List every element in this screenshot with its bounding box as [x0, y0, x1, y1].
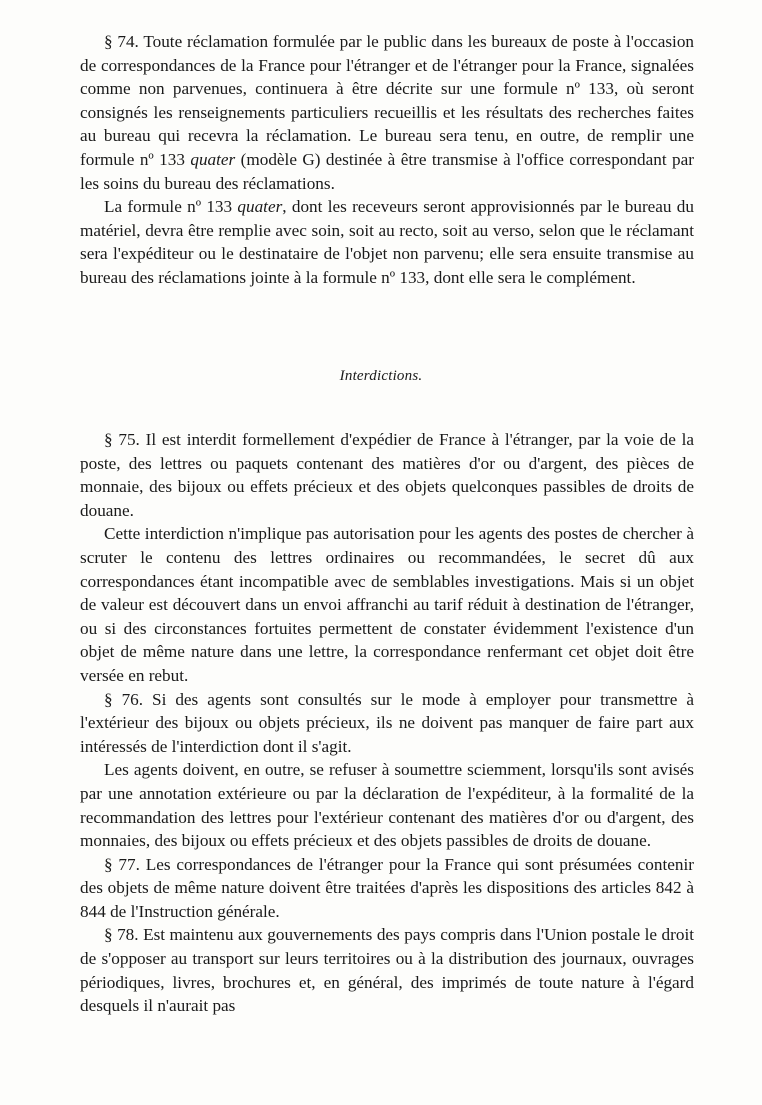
- paragraph-75-interdiction: Cette interdiction n'implique pas autorisation pour les agents des postes de chercher à scruter le contenu des lettres ordinaires ou recommandées, le secret dû aux correspondances étant incompatible avec de semblables investigations. Mais si un objet de valeur est découvert dans un envoi affranchi au tarif réduit à destination de l'étranger, ou si des circonstances fortuites permettent de constater évidemment l'existence d'un objet de même nature dans une lettre, la correspondance renfermant cet objet doit être versée en rebut.: [80, 524, 694, 685]
- section-number-78: § 78.: [104, 925, 139, 945]
- paragraph-77-text: Les correspondances de l'étranger pour la France qui sont présumées contenir des objets de même nature doivent être traitées d'après les dispositions des articles 842 à 844 de l'Instruction générale.: [80, 854, 694, 921]
- paragraph-75-text: Il est interdit formellement d'expédier de France à l'étranger, par la voie de la poste, des lettres ou paquets contenant des matières d'or ou d'argent, des pièces de monnaie, des bijoux ou effets précieux et des objets quelconques passibles de droits de douane.: [80, 430, 695, 520]
- paragraph-74-italic: quater: [190, 149, 236, 169]
- paragraph-74-formule-italic: quater: [237, 197, 283, 217]
- paragraph-76-agents: Les agents doivent, en outre, se refuser à soumettre sciemment, lorsqu'ils sont avisés par une annotation extérieure ou par la déclaration de l'expéditeur, à la formalité de la recommandation des lettres pour l'extérieur contenant des matières d'or ou d'argent, des monnaies, des bijoux ou effets précieux et des objets passibles de droits de douane.: [80, 760, 694, 851]
- text-block-interdictions: [80, 428, 694, 1018]
- paragraph-74-formule: [80, 195, 694, 289]
- paragraph-74-text-after: (modèle G) destinée à être transmise à l'office correspondant par les soins du bureau des réclamations.: [80, 149, 694, 193]
- paragraph-74-formule-text-before: La formule nº 133: [104, 197, 238, 217]
- paragraph-76: [80, 688, 694, 759]
- paragraph-78: [80, 923, 694, 1017]
- paragraph-77: [80, 853, 694, 924]
- section-number-76: § 76.: [104, 689, 144, 709]
- section-number-75: § 75.: [104, 430, 140, 449]
- paragraph-74: [80, 30, 694, 195]
- paragraph-74-text: Toute réclamation formulée par le public dans les bureaux de poste à l'occasion de correspondances de la France pour l'étranger et de l'étranger pour la France, signalées comme non parvenues, continuera à être décrite sur une formule nº 133, où seront consignés les renseignements particuliers recueillis et les résultats des recherches faites au bureau qui recevra la réclamation. Le bureau sera tenu, en outre, de remplir une formule nº 133: [80, 32, 695, 169]
- paragraph-78-text: Est maintenu aux gouvernements des pays compris dans l'Union postale le droit de s'opposer au transport sur leurs territoires ou à la distribution des journaux, ouvrages périodiques, livres, brochures et, en général, des imprimés de toute nature à l'égard desquels il n'aurait pas: [80, 925, 694, 1016]
- text-block-reclamations: [80, 30, 694, 290]
- paragraph-76-text: Si des agents sont consultés sur le mode à employer pour transmettre à l'extérieur des bijoux ou objets précieux, ils ne doivent pas manquer de faire part aux intéressés de l'interdiction dont il s'agit.: [80, 689, 694, 756]
- section-number-74: § 74.: [104, 32, 139, 51]
- section-number-77: § 77.: [104, 854, 140, 874]
- paragraph-74-formule-text-after: , dont les receveurs seront approvisionnés par le bureau du matériel, devra être remplie avec soin, soit au recto, soit au verso, selon que le réclamant sera l'expéditeur ou le destinataire de l'objet non parvenu; elle sera ensuite transmise au bureau des réclamations jointe à la formule nº 133, dont elle sera le complément.: [80, 197, 694, 287]
- paragraph-75: [80, 428, 694, 522]
- section-heading: Interdictions.: [339, 368, 423, 384]
